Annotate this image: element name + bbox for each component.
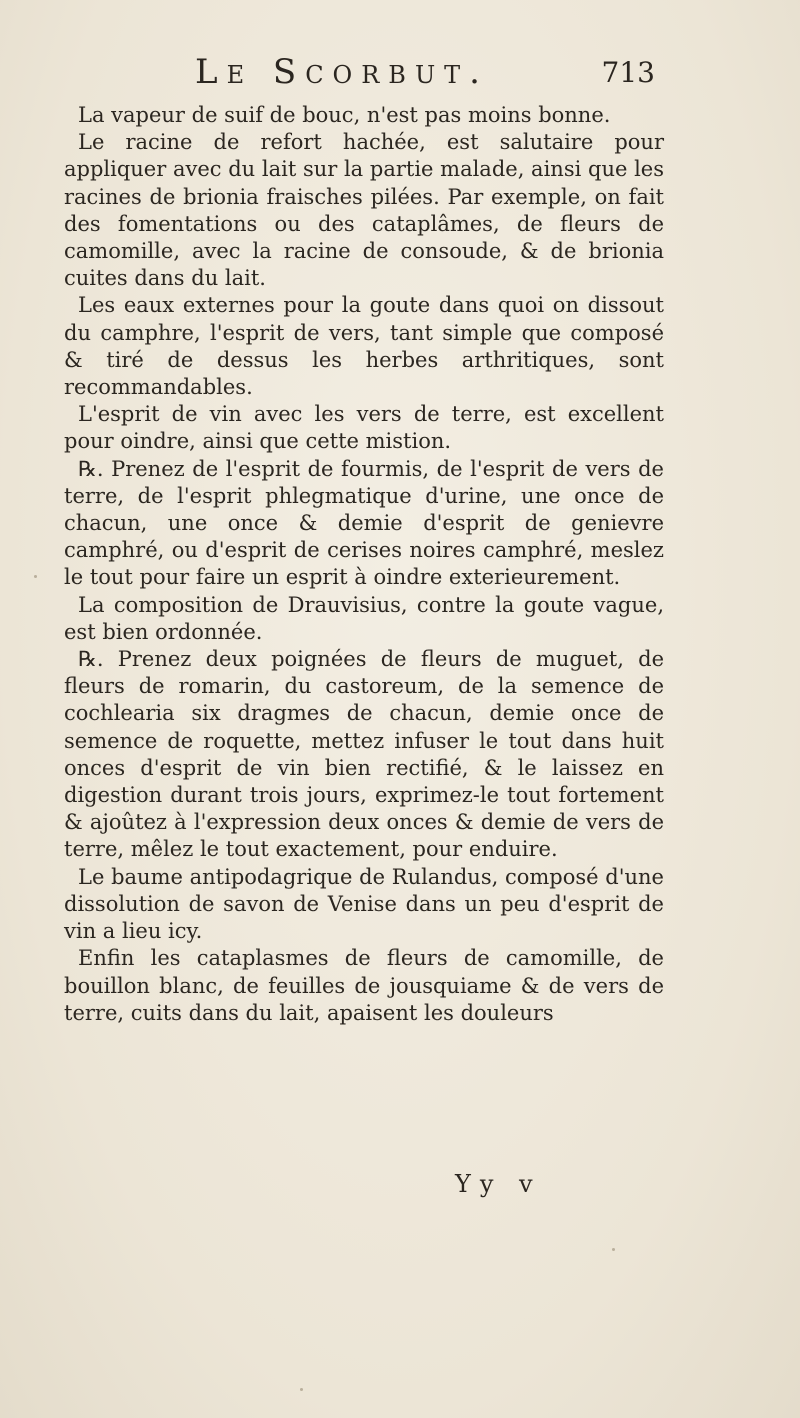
paragraph: Le racine de refort hachée, est salutaire pour appliquer avec du lait sur la partie malade, ainsi que les racines de brionia fraisches pilées. Par exemple, on fait des fomentations ou des cataplâmes, de fleurs de camomille, avec la racine de consoude, & de brionia cuites dans du lait. xyxy=(64,130,664,291)
paragraph: ℞. Prenez deux poignées de fleurs de muguet, de fleurs de romarin, du castoreum, de la semence de cochlearia six dragmes de chacun, demie once de semence de roquette, mettez infuser le tout dans huit onces d'esprit de vin bien rectifié, & le laissez en digestion durant trois jours, exprimez-le tout fortement & ajoûtez à l'expression deux onces & demie de vers de terre, mêlez le tout exactement, pour enduire. xyxy=(64,647,664,862)
paragraph: Les eaux externes pour la goute dans quoi on dissout du camphre, l'esprit de vers, tant simple que composé & tiré de dessus les herbes arthritiques, sont recommandables. xyxy=(64,293,664,400)
signature-mark: Yy v xyxy=(455,1170,542,1198)
paper-spot xyxy=(34,575,37,578)
paragraph: Le baume antipodagrique de Rulandus, composé d'une dissolution de savon de Venise dans un peu d'esprit de vin a lieu icy. xyxy=(64,864,664,944)
paper-spot xyxy=(612,1248,615,1251)
page-number: 713 xyxy=(601,56,655,89)
paragraph: L'esprit de vin avec les vers de terre, est excellent pour oindre, ainsi que cette mistion. xyxy=(64,402,664,454)
paragraph: La composition de Drauvisius, contre la goute vague, est bien ordonnée. xyxy=(64,592,664,644)
paragraph: La vapeur de suif de bouc, n'est pas moins bonne. xyxy=(78,103,611,127)
running-title: Le Scorbut. xyxy=(195,52,489,92)
page-header xyxy=(195,52,655,92)
body-text xyxy=(64,102,664,1027)
paper-spot xyxy=(300,1388,303,1391)
paragraph: Enfin les cataplasmes de fleurs de camomille, de bouillon blanc, de feuilles de jousquiame & de vers de terre, cuits dans du lait, apaisent les douleurs xyxy=(64,946,664,1025)
paragraph: ℞. Prenez de l'esprit de fourmis, de l'esprit de vers de terre, de l'esprit phlegmatique d'urine, une once de chacun, une once & demie d'esprit de genievre camphré, ou d'esprit de cerises noires camphré, meslez le tout pour faire un esprit à oindre exterieurement. xyxy=(64,456,664,590)
